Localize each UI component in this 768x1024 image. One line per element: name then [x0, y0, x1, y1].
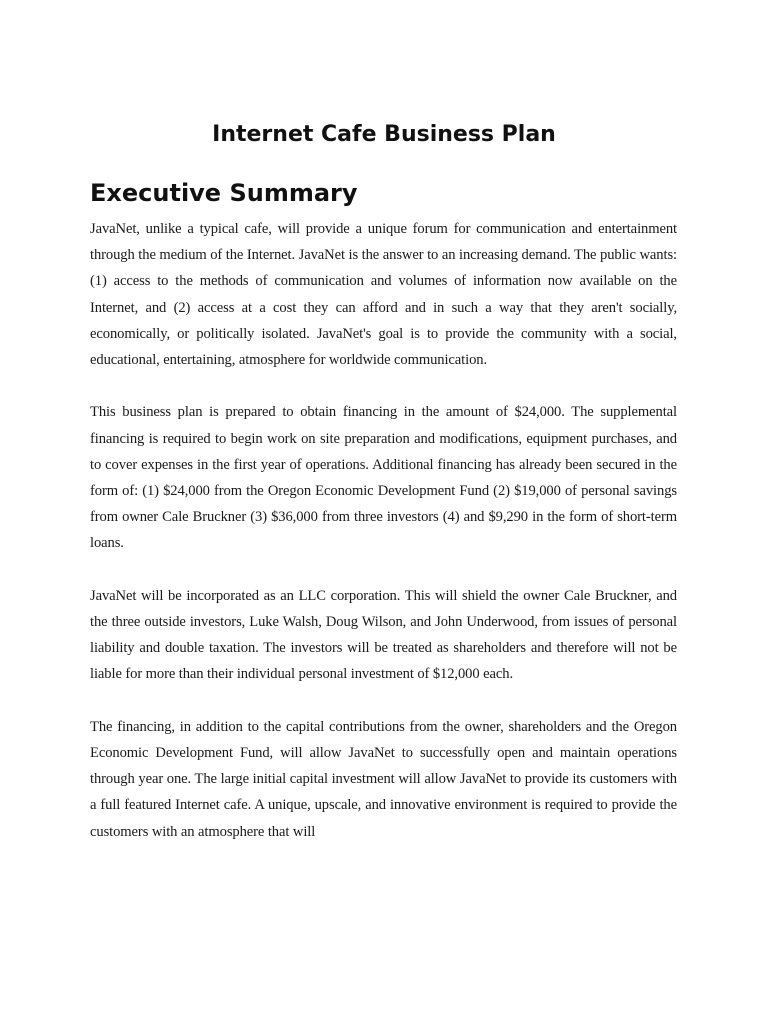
section-heading-executive-summary: Executive Summary: [90, 179, 358, 207]
paragraph-capital: The financing, in addition to the capital contributions from the owner, shareholders and the Oregon Economic Development Fund, will allow JavaNet to successfully open and maintain operations through year one. The large initial capital investment will allow JavaNet to provide its customers with a full featured Internet cafe. A unique, upscale, and innovative environment is required to provide the customers with an atmosphere that will: [90, 718, 677, 840]
document-body: [90, 216, 677, 871]
paragraph-financing: This business plan is prepared to obtain financing in the amount of $24,000. The supplemental financing is required to begin work on site preparation and modifications, equipment purchases, and to cover expenses in the first year of operations. Additional financing has already been secured in the form of: (1) $24,000 from the Oregon Economic Development Fund (2) $19,000 of personal savings from owner Cale Bruckner (3) $36,000 from three investors (4) and $9,290 in the form of short-term loans.: [90, 404, 677, 552]
paragraph-incorporation: JavaNet will be incorporated as an LLC corporation. This will shield the owner Cale Bruckner, and the three outside investors, Luke Walsh, Doug Wilson, and John Underwood, from issues of personal liability and double taxation. The investors will be treated as shareholders and therefore will not be liable for more than their individual personal investment of $12,000 each.: [90, 587, 677, 683]
paragraph-intro: JavaNet, unlike a typical cafe, will provide a unique forum for communication and entertainment through the medium of the Internet. JavaNet is the answer to an increasing demand. The public wants: (1) access to the methods of communication and volumes of information now available on the Internet, and (2) access at a cost they can afford and in such a way that they aren't socially, economically, or politically isolated. JavaNet's goal is to provide the community with a social, educational, entertaining, atmosphere for worldwide communication.: [90, 221, 677, 369]
document-title: Internet Cafe Business Plan: [212, 122, 556, 147]
